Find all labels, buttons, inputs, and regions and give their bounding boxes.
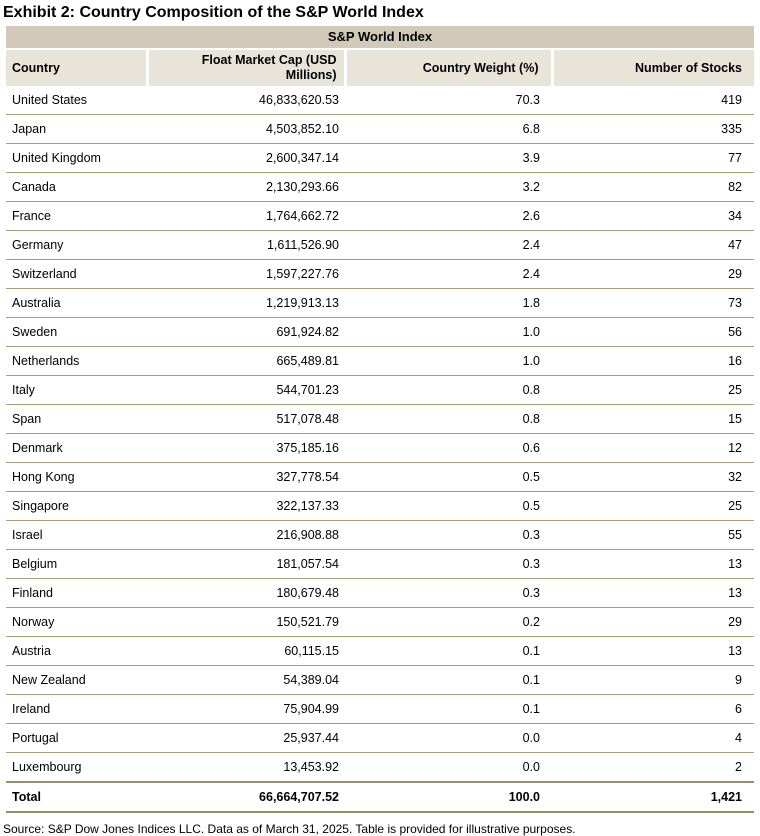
weight-cell: 0.0 xyxy=(345,724,552,753)
table-row xyxy=(6,521,754,550)
weight-cell: 0.6 xyxy=(345,434,552,463)
stocks-cell: 15 xyxy=(552,405,754,434)
market-cap-cell: 1,764,662.72 xyxy=(147,202,345,231)
market-cap-cell: 2,600,347.14 xyxy=(147,144,345,173)
stocks-cell: 47 xyxy=(552,231,754,260)
country-cell: Israel xyxy=(6,521,147,550)
table-row xyxy=(6,86,754,115)
stocks-cell: 29 xyxy=(552,608,754,637)
table-caption-band: S&P World Index xyxy=(6,26,754,48)
market-cap-cell: 665,489.81 xyxy=(147,347,345,376)
table-row xyxy=(6,289,754,318)
market-cap-cell: 2,130,293.66 xyxy=(147,173,345,202)
market-cap-cell: 46,833,620.53 xyxy=(259,93,339,107)
data-table xyxy=(6,50,754,813)
stocks-cell: 335 xyxy=(552,115,754,144)
table-row xyxy=(6,753,754,783)
total-label: Total xyxy=(6,782,147,812)
weight-cell: 2.4 xyxy=(345,231,552,260)
weight-cell: 3.9 xyxy=(345,144,552,173)
stocks-cell: 12 xyxy=(552,434,754,463)
market-cap-cell: 1,611,526.90 xyxy=(147,231,345,260)
country-cell: Germany xyxy=(6,231,147,260)
table-row xyxy=(6,115,754,144)
weight-cell: 6.8 xyxy=(345,115,552,144)
country-cell: Span xyxy=(6,405,147,434)
stocks-cell: 82 xyxy=(552,173,754,202)
total-stocks: 1,421 xyxy=(552,782,754,812)
index-composition-table xyxy=(6,26,754,813)
table-row xyxy=(6,173,754,202)
weight-cell: 0.5 xyxy=(345,463,552,492)
market-cap-cell: 1,597,227.76 xyxy=(147,260,345,289)
stocks-cell: 73 xyxy=(552,289,754,318)
country-cell: Canada xyxy=(6,173,147,202)
weight-cell: 0.1 xyxy=(345,695,552,724)
table-body xyxy=(6,86,754,782)
country-cell: Finland xyxy=(6,579,147,608)
stocks-cell: 9 xyxy=(552,666,754,695)
market-cap-cell: 216,908.88 xyxy=(147,521,345,550)
country-cell: Luxembourg xyxy=(6,753,147,783)
table-row xyxy=(6,376,754,405)
table-footer xyxy=(6,782,754,812)
weight-cell: 2.4 xyxy=(345,260,552,289)
country-cell: New Zealand xyxy=(6,666,147,695)
weight-cell: 0.1 xyxy=(345,637,552,666)
total-row xyxy=(6,782,754,812)
stocks-cell: 16 xyxy=(552,347,754,376)
weight-cell: 2.6 xyxy=(345,202,552,231)
market-cap-cell: 150,521.79 xyxy=(147,608,345,637)
country-cell: Norway xyxy=(6,608,147,637)
country-cell: Switzerland xyxy=(6,260,147,289)
stocks-cell: 56 xyxy=(552,318,754,347)
country-cell: Austria xyxy=(6,637,147,666)
table-row xyxy=(6,231,754,260)
table-row xyxy=(6,608,754,637)
weight-cell: 0.3 xyxy=(345,521,552,550)
market-cap-cell: 25,937.44 xyxy=(147,724,345,753)
market-cap-cell: 181,057.54 xyxy=(147,550,345,579)
stocks-cell: 2 xyxy=(552,753,754,783)
country-cell: Italy xyxy=(6,376,147,405)
stocks-cell: 34 xyxy=(552,202,754,231)
column-header-stocks: Number of Stocks xyxy=(552,50,754,86)
market-cap-cell: 4,503,852.10 xyxy=(147,115,345,144)
country-cell: Portugal xyxy=(6,724,147,753)
market-cap-cell: 13,453.92 xyxy=(147,753,345,783)
column-header-market-cap-label: Float Market Cap (USD Millions) xyxy=(201,53,337,82)
market-cap-cell: 691,924.82 xyxy=(147,318,345,347)
market-cap-cell: 75,904.99 xyxy=(147,695,345,724)
country-cell: Denmark xyxy=(6,434,147,463)
stocks-cell: 25 xyxy=(552,492,754,521)
column-header-country: Country xyxy=(6,50,147,86)
table-row xyxy=(6,144,754,173)
weight-cell: 3.2 xyxy=(345,173,552,202)
stocks-cell: 25 xyxy=(552,376,754,405)
country-cell: Hong Kong xyxy=(6,463,147,492)
market-cap-cell: 327,778.54 xyxy=(147,463,345,492)
weight-cell: 0.0 xyxy=(345,753,552,783)
country-cell: United States xyxy=(12,93,88,107)
table-row xyxy=(6,260,754,289)
country-cell: Sweden xyxy=(6,318,147,347)
stocks-cell: 13 xyxy=(552,550,754,579)
weight-cell: 0.2 xyxy=(345,608,552,637)
weight-cell: 1.0 xyxy=(345,347,552,376)
table-row xyxy=(6,202,754,231)
country-cell: Belgium xyxy=(6,550,147,579)
country-cell: Ireland xyxy=(6,695,147,724)
market-cap-cell: 60,115.15 xyxy=(147,637,345,666)
source-note: Source: S&P Dow Jones Indices LLC. Data as of March 31, 2025. Table is provided for illustrative purposes. xyxy=(3,822,576,836)
table-row xyxy=(6,579,754,608)
country-cell: France xyxy=(6,202,147,231)
weight-cell: 0.3 xyxy=(345,579,552,608)
weight-cell: 1.8 xyxy=(345,289,552,318)
stocks-cell: 77 xyxy=(552,144,754,173)
market-cap-cell: 517,078.48 xyxy=(147,405,345,434)
weight-cell: 0.5 xyxy=(345,492,552,521)
stocks-cell: 13 xyxy=(552,637,754,666)
table-row xyxy=(6,405,754,434)
table-row xyxy=(6,434,754,463)
stocks-cell: 13 xyxy=(552,579,754,608)
market-cap-cell: 375,185.16 xyxy=(147,434,345,463)
market-cap-cell: 322,137.33 xyxy=(147,492,345,521)
table-row xyxy=(6,463,754,492)
table-row xyxy=(6,550,754,579)
stocks-cell: 32 xyxy=(552,463,754,492)
country-cell: Netherlands xyxy=(6,347,147,376)
table-row xyxy=(6,492,754,521)
stocks-cell: 4 xyxy=(552,724,754,753)
column-header-market-cap xyxy=(147,50,345,86)
weight-cell: 0.8 xyxy=(345,376,552,405)
stocks-cell: 6 xyxy=(552,695,754,724)
weight-cell: 0.1 xyxy=(345,666,552,695)
table-row xyxy=(6,666,754,695)
weight-cell: 0.3 xyxy=(345,550,552,579)
table-row xyxy=(6,347,754,376)
total-weight: 100.0 xyxy=(345,782,552,812)
stocks-cell: 29 xyxy=(552,260,754,289)
country-cell: Australia xyxy=(6,289,147,318)
country-cell: Japan xyxy=(6,115,147,144)
stocks-cell: 55 xyxy=(552,521,754,550)
exhibit-title: Exhibit 2: Country Composition of the S&P World Index xyxy=(3,4,424,21)
market-cap-cell: 544,701.23 xyxy=(147,376,345,405)
table-row xyxy=(6,318,754,347)
table-row xyxy=(6,695,754,724)
market-cap-cell: 54,389.04 xyxy=(147,666,345,695)
total-market-cap: 66,664,707.52 xyxy=(147,782,345,812)
market-cap-cell: 180,679.48 xyxy=(147,579,345,608)
table-row xyxy=(6,637,754,666)
weight-cell: 1.0 xyxy=(345,318,552,347)
weight-cell: 70.3 xyxy=(515,93,540,107)
column-header-weight: Country Weight (%) xyxy=(345,50,552,86)
table-header xyxy=(6,50,754,86)
stocks-cell: 419 xyxy=(721,93,742,107)
country-cell: United Kingdom xyxy=(6,144,147,173)
table-row xyxy=(6,724,754,753)
country-cell: Singapore xyxy=(6,492,147,521)
weight-cell: 0.8 xyxy=(345,405,552,434)
market-cap-cell: 1,219,913.13 xyxy=(147,289,345,318)
